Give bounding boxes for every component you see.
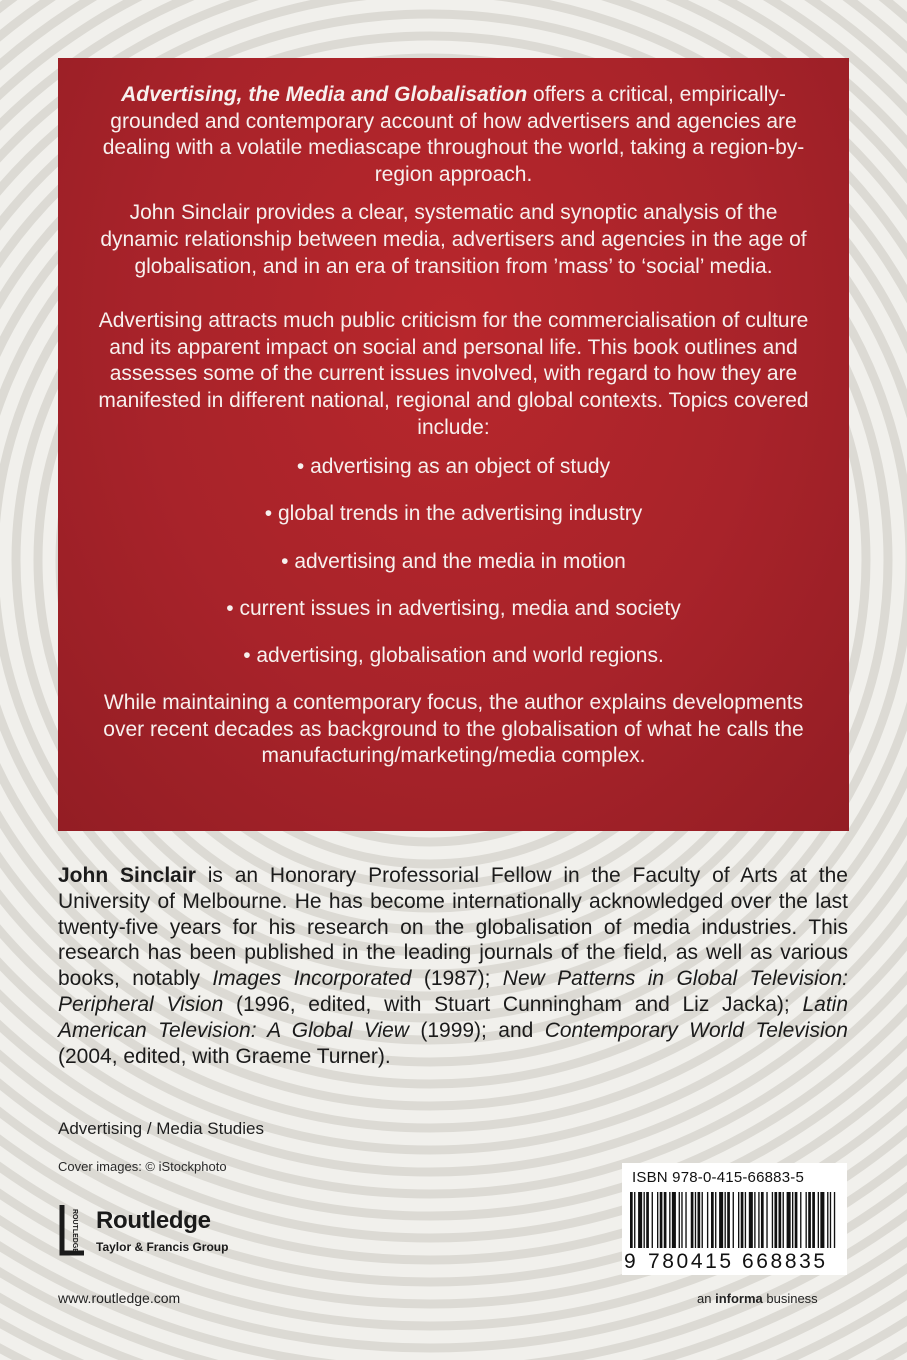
description-panel xyxy=(58,58,849,831)
barcode-bar xyxy=(820,1192,824,1248)
blurb-paragraph-1: Advertising, the Media and Globalisation offers a critical, empirically-grounded and contemporary account of how advertisers and agencies are dealing with a volatile mediascape throughout the world, taking a region-by-region approach. xyxy=(102,83,805,186)
topic-item: • advertising as an object of study xyxy=(296,455,611,479)
subject-category: Advertising / Media Studies xyxy=(58,1119,264,1138)
barcode-bar xyxy=(715,1192,716,1248)
topic-item: • current issues in advertising, media and society xyxy=(226,596,681,620)
barcode-bar xyxy=(761,1192,764,1248)
routledge-mark-text: ROUTLEDGE xyxy=(71,1209,78,1253)
barcode-bar xyxy=(681,1192,682,1248)
barcode-bar xyxy=(725,1192,726,1248)
barcode-bar xyxy=(698,1192,701,1248)
blurb-paragraph-4: While maintaining a contemporary focus, the author explains developments over recent decades as background to the globalisation of what he calls the manufacturing/marketing/media complex. xyxy=(103,691,804,768)
barcode-bar xyxy=(772,1192,773,1248)
barcode-bar xyxy=(634,1192,635,1248)
barcode-bar xyxy=(745,1192,746,1248)
barcode-bar xyxy=(795,1192,798,1248)
barcode-icon xyxy=(626,1192,844,1250)
barcode-bar xyxy=(808,1192,811,1248)
blurb-paragraph-2: John Sinclair provides a clear, systematic and synoptic analysis of the dynamic relationship between media, advertisers and agencies in the age of globalisation, and in an era of transition from ’mass’ to ‘social’ media. xyxy=(100,201,807,278)
book-citation: Latin American Television: A Global View xyxy=(58,992,849,1042)
barcode-bar xyxy=(834,1192,835,1248)
barcode-bar xyxy=(719,1192,723,1248)
barcode-bar xyxy=(657,1192,658,1248)
barcode-bar xyxy=(783,1192,784,1248)
barcode-bar xyxy=(766,1192,767,1248)
author-name: John Sinclair xyxy=(58,864,196,887)
barcode-bar xyxy=(754,1192,755,1248)
isbn-lead-digit: 9 xyxy=(624,1250,636,1273)
author-bio: John Sinclair is an Honorary Professorial Fellow in the Faculty of Arts at the University of Melbourne. He has become internationally acknowledged over the last twenty-five years for his research on the globalisation of media industries. This research has been published in the leading journals of the field, as well as various books, notably Images Incorporated (1987); New Patterns in Global Television: Peripheral Vision (1996, edited, with Stuart Cunningham and Liz Jacka); Latin American Television: A Global View (1999); and Contemporary World Television (2004, edited, with Graeme Turner). xyxy=(58,864,849,1068)
barcode-bar xyxy=(779,1192,782,1248)
barcode-bar xyxy=(644,1192,645,1248)
barcode-bar xyxy=(741,1192,744,1248)
informa-brand: informa xyxy=(715,1291,763,1306)
barcode-bar xyxy=(733,1192,734,1248)
barcode-bar xyxy=(638,1192,642,1248)
isbn-group-2: 668835 xyxy=(742,1250,828,1273)
publisher-name: Routledge xyxy=(96,1207,211,1234)
isbn-barcode-block xyxy=(622,1163,847,1275)
barcode-bar xyxy=(630,1192,633,1248)
barcode-bar xyxy=(792,1192,793,1248)
barcode-bar xyxy=(787,1192,791,1248)
barcode-bar xyxy=(664,1192,667,1248)
barcode-bar xyxy=(669,1192,670,1248)
routledge-mark-icon xyxy=(58,1203,88,1259)
topics-list xyxy=(98,454,809,669)
barcode-bar xyxy=(679,1192,680,1248)
publisher-group: Taylor & Francis Group xyxy=(96,1240,229,1254)
barcode-bar xyxy=(830,1192,831,1248)
book-citation: Contemporary World Television xyxy=(544,1018,848,1042)
book-citation: New Patterns in Global Television: Peripheral Vision xyxy=(58,967,848,1016)
barcode-bar xyxy=(818,1192,819,1248)
barcode-bar xyxy=(774,1192,777,1248)
barcode-bar xyxy=(806,1192,807,1248)
barcode-bar xyxy=(691,1192,694,1248)
topic-item: • advertising, globalisation and world regions. xyxy=(243,643,664,667)
topic-item: • global trends in the advertising industry xyxy=(264,502,643,526)
isbn-group-1: 780415 xyxy=(648,1250,734,1273)
isbn-label: ISBN 978-0-415-66883-5 xyxy=(632,1169,805,1186)
barcode-bar xyxy=(812,1192,815,1248)
barcode-bar xyxy=(800,1192,801,1248)
book-title: Advertising, the Media and Globalisation xyxy=(121,83,528,106)
barcode-bar xyxy=(707,1192,708,1248)
informa-tagline: an informa business xyxy=(697,1291,818,1306)
book-citation: Images Incorporated xyxy=(212,967,412,991)
barcode-bar xyxy=(685,1192,686,1248)
barcode-bar xyxy=(646,1192,649,1248)
topic-item: • advertising and the media in motion xyxy=(281,549,626,573)
publisher-logo xyxy=(58,1201,258,1265)
barcode-bar xyxy=(749,1192,753,1248)
cover-credit: Cover images: © iStockphoto xyxy=(58,1159,227,1174)
barcode-bar xyxy=(672,1192,676,1248)
publisher-url[interactable]: www.routledge.com xyxy=(58,1290,181,1306)
barcode-bar xyxy=(727,1192,730,1248)
barcode-bar xyxy=(758,1192,759,1248)
barcode-bar xyxy=(738,1192,739,1248)
barcode-bar xyxy=(702,1192,703,1248)
barcode-bar xyxy=(827,1192,828,1248)
barcode-bar xyxy=(695,1192,696,1248)
barcode-bar xyxy=(652,1192,653,1248)
barcode-bar xyxy=(660,1192,663,1248)
barcode-bar xyxy=(711,1192,714,1248)
blurb-paragraph-3: Advertising attracts much public criticism for the commercialisation of culture and its apparent impact on social and personal life. This book outlines and assesses some of the current issues involved, with regard to how they are manifested in different national, regional and global contexts. Topics covered include: xyxy=(98,309,809,439)
